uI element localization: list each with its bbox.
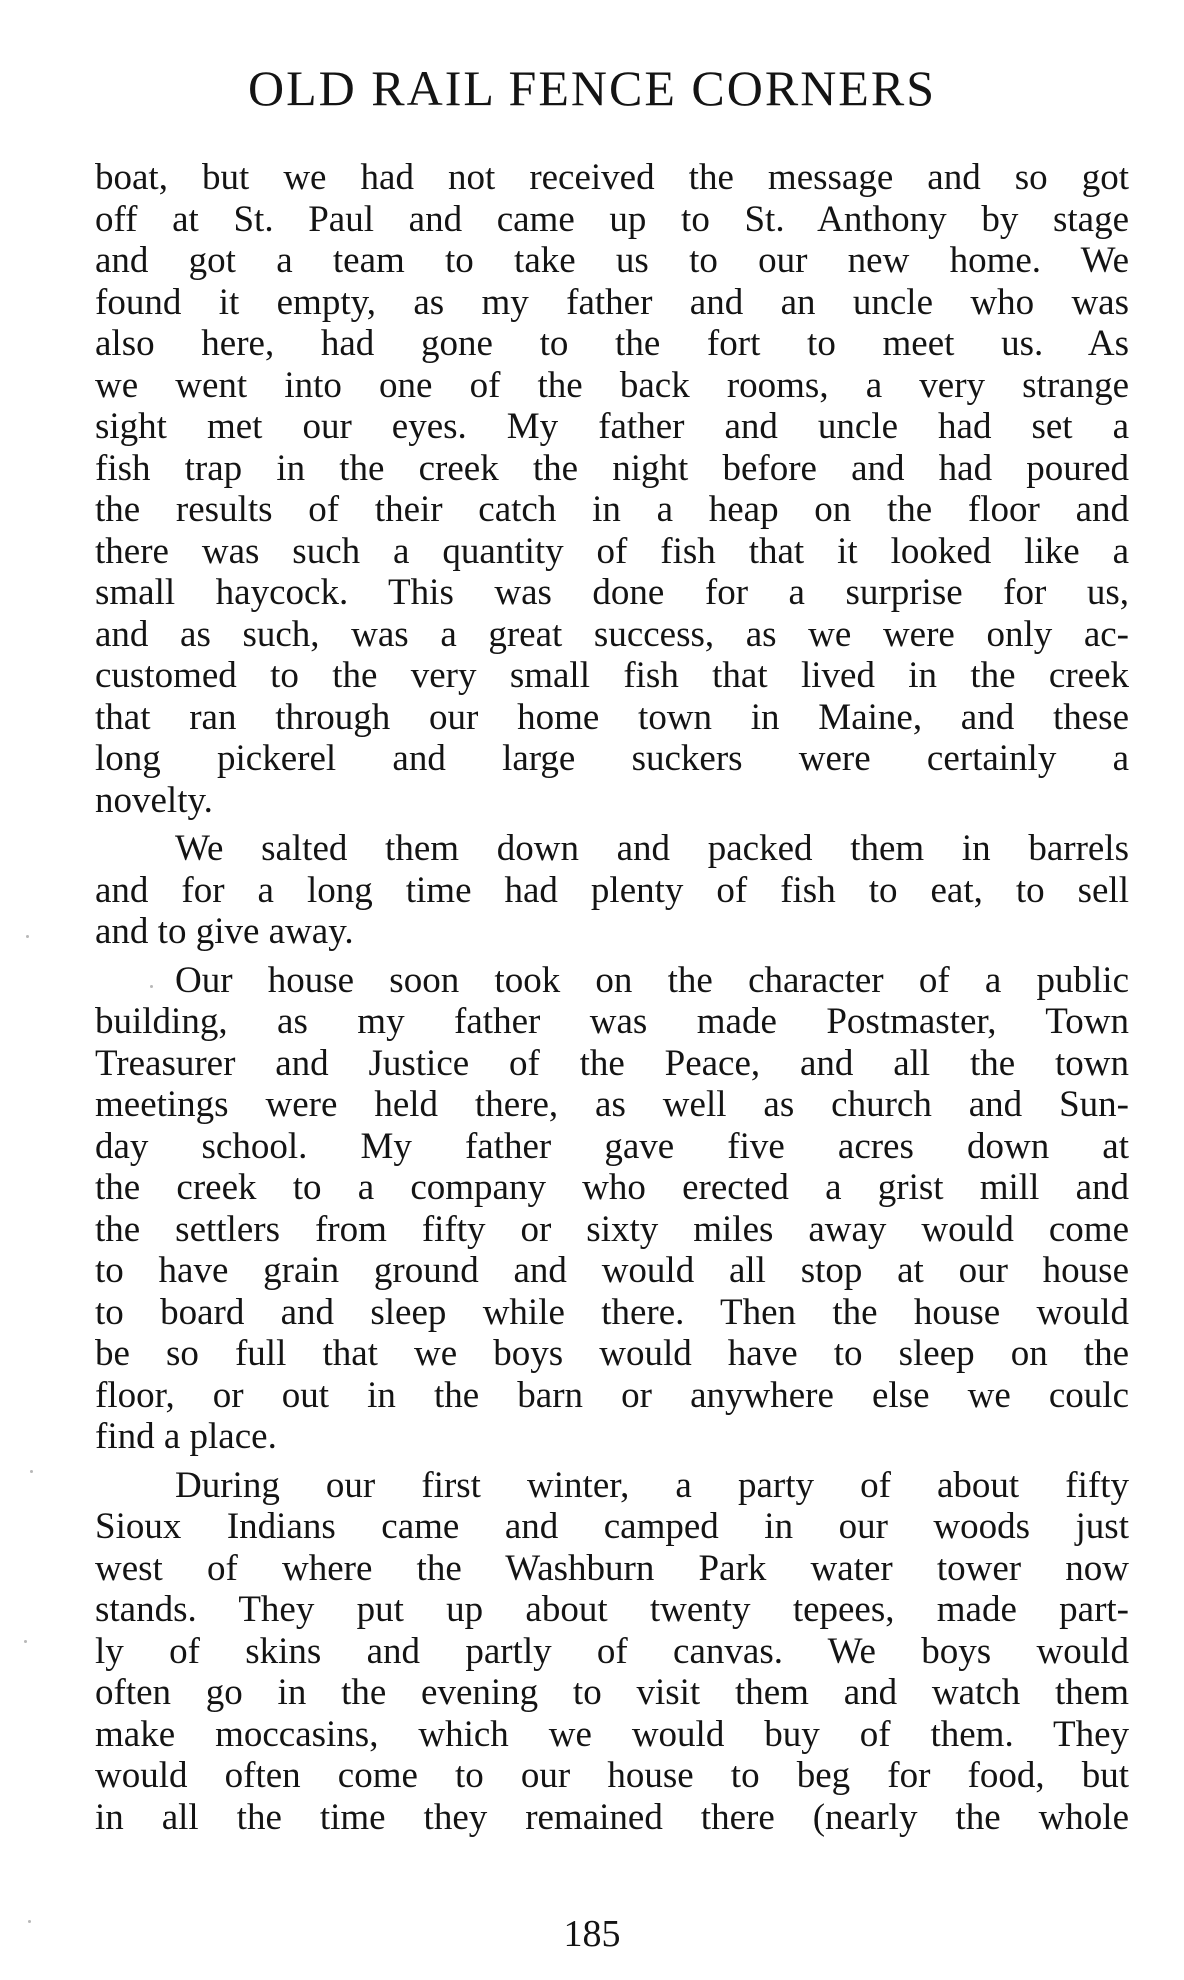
text-line: find a place. xyxy=(95,1416,277,1457)
scan-speck xyxy=(30,1470,33,1473)
text-line: the results of their catch in a heap on the floor and xyxy=(95,489,1129,530)
body-text xyxy=(95,157,1129,1838)
paragraph xyxy=(95,960,1129,1458)
scan-speck xyxy=(28,1920,31,1923)
text-line: to board and sleep while there. Then the house would xyxy=(95,1291,1129,1333)
page-number: 185 xyxy=(563,1913,621,1955)
text-line: and to give away. xyxy=(95,911,354,952)
text-line: would often come to our house to beg for food, but xyxy=(95,1755,1129,1796)
text-line: stands. They put up about twenty tepees, made part- xyxy=(95,1589,1129,1630)
text-line: and as such, was a great success, as we were only ac- xyxy=(95,613,1129,655)
text-line: ly of skins and partly of canvas. We boys would xyxy=(95,1630,1129,1672)
text-line: also here, had gone to the fort to meet us. As xyxy=(95,323,1129,364)
text-line: often go in the evening to visit them and watch them xyxy=(95,1672,1129,1713)
text-line: During our first winter, a party of about fifty xyxy=(175,1464,1129,1506)
text-line: meetings were held there, as well as church and Sun- xyxy=(95,1084,1129,1125)
text-line: Sioux Indians came and camped in our woods just xyxy=(95,1506,1129,1547)
text-line: west of where the Washburn Park water tower now xyxy=(95,1547,1129,1589)
text-line: customed to the very small fish that lived in the creek xyxy=(95,655,1129,696)
text-line: in all the time they remained there (nearly the whole xyxy=(95,1796,1129,1838)
text-line: boat, but we had not received the message and so got xyxy=(95,157,1129,198)
text-line: We salted them down and packed them in barrels xyxy=(175,828,1129,869)
text-line: there was such a quantity of fish that it looked like a xyxy=(95,530,1129,572)
text-line: found it empty, as my father and an uncle who was xyxy=(95,281,1129,323)
text-line: floor, or out in the barn or anywhere else we coulc xyxy=(95,1374,1129,1416)
text-line: be so full that we boys would have to sleep on the xyxy=(95,1333,1129,1374)
text-line: off at St. Paul and came up to St. Anthony by stage xyxy=(95,198,1129,240)
text-line: sight met our eyes. My father and uncle had set a xyxy=(95,406,1129,447)
text-line: Treasurer and Justice of the Peace, and all the town xyxy=(95,1042,1129,1084)
paragraph xyxy=(95,828,1129,953)
text-line: building, as my father was made Postmaster, Town xyxy=(95,1001,1129,1042)
text-line: day school. My father gave five acres down at xyxy=(95,1125,1129,1167)
text-line: long pickerel and large suckers were certainly a xyxy=(95,738,1129,779)
text-line: fish trap in the creek the night before and had poured xyxy=(95,447,1129,489)
paragraph xyxy=(95,157,1129,821)
text-line: Our house soon took on the character of a public xyxy=(175,959,1129,1001)
text-line: the creek to a company who erected a grist mill and xyxy=(95,1167,1129,1208)
text-line: and got a team to take us to our new home. We xyxy=(95,240,1129,281)
running-head-title: OLD RAIL FENCE CORNERS xyxy=(247,60,937,116)
text-line: that ran through our home town in Maine, and these xyxy=(95,696,1129,738)
paragraph xyxy=(95,1465,1129,1839)
text-line: small haycock. This was done for a surprise for us, xyxy=(95,572,1129,613)
text-line: novelty. xyxy=(95,779,213,821)
text-line: and for a long time had plenty of fish to eat, to sell xyxy=(95,869,1129,911)
text-line: to have grain ground and would all stop at our house xyxy=(95,1250,1129,1291)
text-line: the settlers from fifty or sixty miles away would come xyxy=(95,1208,1129,1250)
scan-speck xyxy=(150,985,153,988)
scan-speck xyxy=(24,1640,27,1643)
scan-speck xyxy=(26,935,29,938)
text-line: make moccasins, which we would buy of them. They xyxy=(95,1713,1129,1755)
text-line: we went into one of the back rooms, a very strange xyxy=(95,364,1129,406)
